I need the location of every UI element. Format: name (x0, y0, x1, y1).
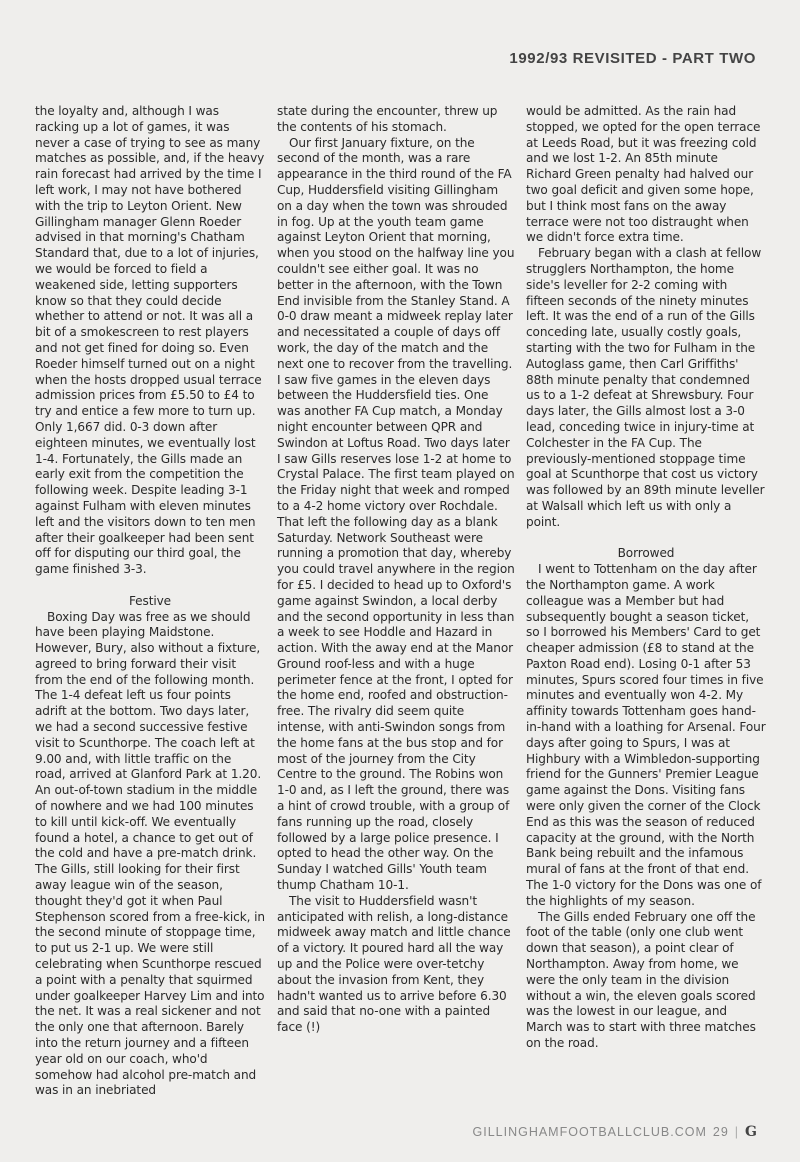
article-paragraph: The Gills ended February one off the foot of the table (only one club went down that season), a point clear of Northampton. Away from home, we were the only team in the division without a win, the eleven goals scored was the lowest in our league, and March was to start with three matches on the road. (526, 909, 756, 1051)
section-subheading: Festive (128, 593, 172, 608)
article-column-3 (526, 104, 766, 1052)
article-paragraph: Our first January fixture, on the second of the month, was a rare appearance in the third round of the FA Cup, Huddersfield visiting Gillingham on a day when the town was shrouded in fog. Up at the youth team game against Leyton Orient that morning, when you stood on the halfway line you couldn't see either goal. It was no better in the afternoon, with the Town End invisible from the Stanley Stand. A 0-0 draw meant a midweek replay later and necessitated a couple of days off work, the day of the match and the next one to recover from the travelling. I saw five games in the eleven days between the Huddersfield ties. One was another FA Cup match, a Monday night encounter between QPR and Swindon at Loftus Road. Two days later I saw Gills reserves lose 1-2 at home to Crystal Palace. The first team played on the Friday night that week and romped to a 4-2 home victory over Rochdale. That left the following day as a blank Saturday. Network Southeast were running a promotion that day, whereby you could travel anywhere in the region for £5. I decided to head up to Oxford's game against Swindon, a local derby and the second opportunity in less than a week to see Hoddle and Hazard in action. With the away end at the Manor Ground roof-less and with a huge perimeter fence at the front, I opted for the home end, roofed and obstruction-free. The rivalry did seem quite intense, with anti-Swindon songs from the home fans at the bus stop and for most of the journey from the City Centre to the ground. The Robins won 1-0 and, as I left the ground, there was a hint of crowd trouble, with a group of fans running up the road, closely followed by a large police presence. I opted to head the other way. On the Sunday I watched Gills' Youth team thump Chatham 10-1. (277, 135, 515, 893)
article-paragraph: Boxing Day was free as we should have been playing Maidstone. However, Bury, also without a fixture, agreed to bring forward their visit from the end of the following month. The 1-4 defeat left us four points adrift at the bottom. Two days later, we had a second successive festive visit to Scunthorpe. The coach left at 9.00 and, with little traffic on the road, arrived at Glanford Park at 1.20. An out-of-town stadium in the middle of nowhere and we had 100 minutes to kill until kick-off. We eventually found a hotel, a chance to get out of the cold and have a pre-match drink. The Gills, still looking for their first away league win of the season, thought they'd got it when Paul Stephenson scored from a free-kick, in the second minute of stoppage time, to put us 2-1 up. We were still celebrating when Scunthorpe rescued a point with a penalty that squirmed under goalkeeper Harvey Lim and into the net. It was a real sickener and not the only one that afternoon. Barely into the return journey and a fifteen year old on our coach, who'd somehow had alcohol pre-match and was in an inebriated (35, 609, 265, 1098)
article-paragraph: February began with a clash at fellow strugglers Northampton, the home side's leveller for 2-2 coming with fifteen seconds of the ninety minutes left. It was the end of a run of the Gills conceding late, usually costly goals, starting with the two for Fulham in the Autoglass game, then Carl Griffiths' 88th minute penalty that condemned us to a 1-2 defeat at Shrewsbury. Four days later, the Gills almost lost a 3-0 lead, conceding twice in injury-time at Colchester in the FA Cup. The previously-mentioned stoppage time goal at Scunthorpe that cost us victory was followed by an 89th minute leveller at Walsall which left us with only a point. (526, 246, 765, 529)
paragraph-spacer (35, 578, 265, 594)
section-subheading: Borrowed (617, 546, 675, 561)
club-logo-icon: G (745, 1124, 758, 1140)
article-paragraph: The visit to Huddersfield wasn't anticipated with relish, a long-distance midweek away match and little chance of a victory. It poured hard all the way up and the Police were over-tetchy about the invasion from Kent, they hadn't wanted us to arrive before 6.30 and said that no-one with a painted face (!) (277, 893, 511, 1035)
article-paragraph: the loyalty and, although I was racking up a lot of games, it was never a case of trying to see as many matches as possible, and, if the heavy rain forecast had arrived by the time I left work, I may not have bothered with the trip to Leyton Orient. New Gillingham manager Glenn Roeder advised in that morning's Chatham Standard that, due to a lot of injuries, we would be forced to field a weakened side, letting supporters know so that they could decide whether to attend or not. It was all a bit of a smokescreen to rest players and not get fined for doing so. Even Roeder himself turned out on a night when the hosts dropped usual terrace admission prices from £5.50 to £4 to try and entice a few more to turn up. Only 1,667 did. 0-3 down after eighteen minutes, we eventually lost 1-4. Fortunately, the Gills made an early exit from the competition the following week. Despite leading 3-1 against Fulham with eleven minutes left and the visitors down to ten men after their goalkeeper had been sent off for disputing our third goal, the game finished 3-3. (35, 104, 265, 577)
footer-separator: | (734, 1125, 740, 1139)
article-column-2 (277, 104, 515, 1036)
footer-site-url: GILLINGHAMFOOTBALLCLUB.COM (472, 1125, 707, 1139)
paragraph-spacer (526, 531, 766, 547)
article-paragraph: state during the encounter, threw up the contents of his stomach. (277, 104, 498, 134)
article-paragraph: would be admitted. As the rain had stopped, we opted for the open terrace at Leeds Road, but it was freezing cold and we lost 1-2. An 85th minute Richard Green penalty had halved our two goal deficit and given some hope, but I think most fans on the away terrace were not too distraught when we didn't force extra time. (526, 104, 761, 245)
page-footer (473, 1124, 759, 1140)
section-header: 1992/93 REVISITED - PART TWO (509, 50, 756, 67)
article-paragraph: I went to Tottenham on the day after the Northampton game. A work colleague was a Member but had subsequently bought a season ticket, so I borrowed his Members' Card to get cheaper admission (£8 to stand at the Paxton Road end). Losing 0-1 after 53 minutes, Spurs scored four times in five minutes and eventually won 4-2. My affinity towards Tottenham goes hand-in-hand with a loathing for Arsenal. Four days after going to Spurs, I was at Highbury with a Wimbledon-supporting friend for the Gunners' Premier League game against the Dons. Visiting fans were only given the corner of the Clock End as this was the season of reduced capacity at the ground, with the North Bank being rebuilt and the infamous mural of fans at the front of that end. The 1-0 victory for the Dons was one of the highlights of my season. (526, 562, 766, 908)
page-number: 29 (712, 1125, 729, 1139)
article-column-1 (35, 104, 265, 1099)
